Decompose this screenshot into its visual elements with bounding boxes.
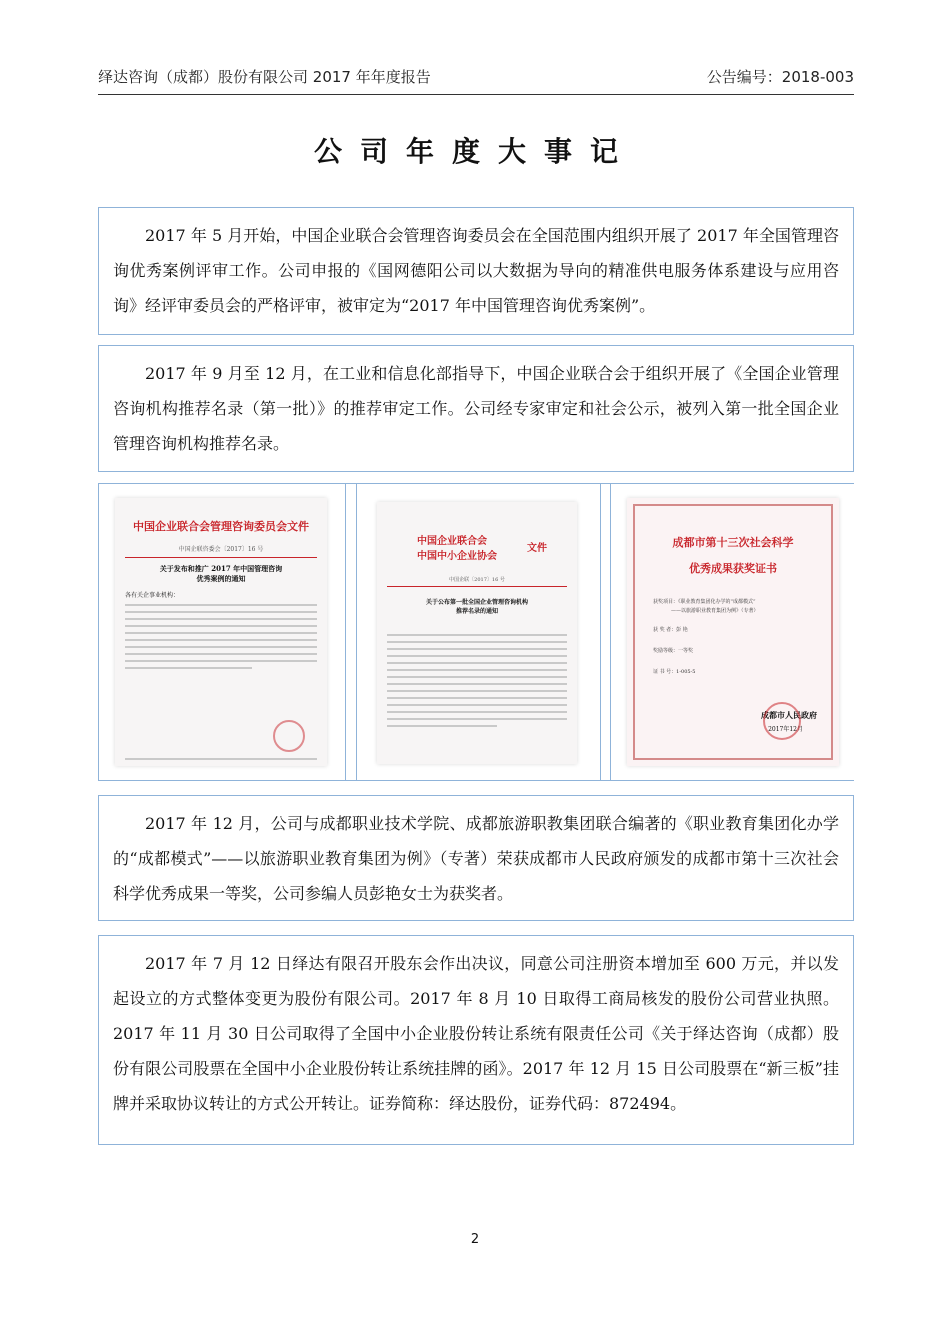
cert-item-2: 获 奖 者：彭 艳 [653, 627, 688, 633]
document-image-1 [99, 484, 346, 780]
event-text-1: 2017 年 5 月开始，中国企业联合会管理咨询委员会在全国范围内组织开展了 2017 年全国管理咨询优秀案例评审工作。公司申报的《国网德阳公司以大数据为导向的精准供电服务体系建设与应用咨询》经评审委员会的严格评审，被审定为“2017 年中国管理咨询优秀案例”。 [113, 226, 839, 315]
event-box-2 [98, 345, 854, 472]
event-box-4 [98, 935, 854, 1145]
cert-title-2: 优秀成果获奖证书 [689, 562, 777, 575]
cert-title-1: 成都市第十三次社会科学 [672, 536, 794, 549]
doc1-number: 中国企联咨委会〔2017〕16 号 [178, 546, 264, 553]
header-company-report: 绎达咨询（成都）股份有限公司 2017 年年度报告 [98, 68, 431, 86]
doc2-title-suffix: 文件 [527, 543, 547, 554]
page-header [98, 62, 854, 88]
red-seal-icon [273, 720, 305, 752]
doc2-heading-2: 推荐名录的通知 [455, 608, 498, 615]
doc1-title: 中国企业联合会管理咨询委员会文件 [133, 520, 309, 533]
cert-item-1: 获奖项目：《职业教育集团化办学的“成都模式” [653, 599, 756, 605]
cert-date: 2017年12月 [768, 726, 803, 733]
event-box-1 [98, 207, 854, 335]
doc1-heading-1: 关于发布和推广 2017 年中国管理咨询 [159, 564, 283, 573]
cert-item-3: 奖励等级：一等奖 [653, 648, 694, 654]
document-images-row [98, 483, 854, 781]
page-title: 公司年度大事记 [313, 135, 636, 168]
cert-issuer: 成都市人民政府 [761, 710, 817, 720]
header-divider [98, 94, 854, 95]
event-text-2: 2017 年 9 月至 12 月，在工业和信息化部指导下，中国企业联合会于组织开展了《全国企业管理咨询机构推荐名录（第一批）》的推荐审定工作。公司经专家审定和社会公示，被列入第一批全国企业管理咨询机构推荐名录。 [113, 364, 839, 453]
event-box-3 [98, 795, 854, 921]
doc1-heading-2: 优秀案例的通知 [196, 574, 246, 583]
cert-item-1b: ——以旅游职业教育集团为例》（专著） [671, 608, 759, 614]
event-text-4: 2017 年 7 月 12 日绎达有限召开股东会作出决议，同意公司注册资本增加至 600 万元，并以发起设立的方式整体变更为股份有限公司。2017 年 8 月 10 日取得工商局核发的股份公司营业执照。2017 年 11 月 30 日公司取得了全国中小企业股份转让系统有限责任公司《关于绎达咨询（成都）股份有限公司股票在全国中小企业股份转让系统挂牌的函》。2017 年 12 月 15 日公司股票在“新三板”挂牌并采取协议转让的方式公开转让。证券简称：绎达股份，证券代码：872494。 [113, 954, 839, 1113]
header-announcement-number: 公告编号：2018-003 [706, 68, 854, 86]
doc2-title-1: 中国企业联合会 [417, 536, 487, 547]
cert-seal-icon [763, 702, 801, 740]
doc2-number: 中国企联〔2017〕16 号 [449, 577, 505, 583]
cert-item-4: 证 书 号：1-005-5 [653, 669, 696, 675]
doc2-heading-1: 关于公布第一批全国企业管理咨询机构 [425, 599, 528, 606]
document-image-2 [356, 484, 601, 780]
page-number: 2 [470, 1232, 480, 1247]
doc2-title-2: 中国中小企业协会 [417, 551, 497, 562]
certificate-image [610, 484, 854, 780]
doc1-greeting: 各有关企事业机构： [125, 592, 180, 599]
event-text-3: 2017 年 12 月，公司与成都职业技术学院、成都旅游职教集团联合编著的《职业教育集团化办学的“成都模式”——以旅游职业教育集团为例》（专著）荣获成都市人民政府颁发的成都市第十三次社会科学优秀成果一等奖，公司参编人员彭艳女士为获奖者。 [113, 814, 839, 903]
